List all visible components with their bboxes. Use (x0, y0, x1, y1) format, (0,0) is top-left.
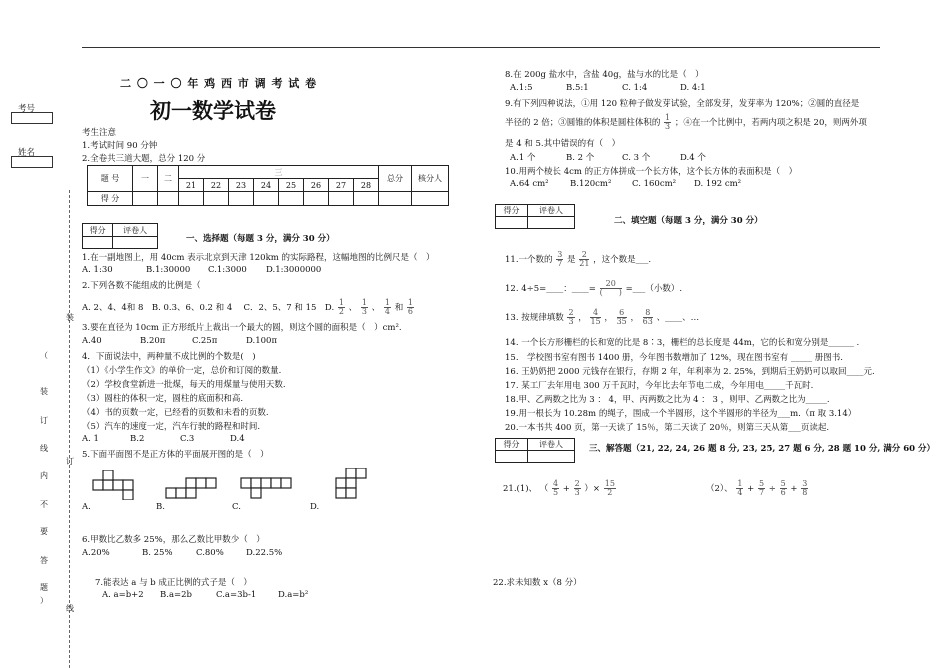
q9-line-1: 9.有下列四种说法，①用 120 粒种子做发芽试验，全部发芽，发芽率为 120%；②圆的直径是 (505, 99, 860, 109)
q12-a: 12. 4÷5=____：____= (505, 284, 596, 294)
name-label: 姓名 (18, 148, 36, 158)
exam-no-box[interactable] (11, 112, 53, 124)
q21-2-frac-4-num: 3 (802, 479, 808, 488)
q2-sep: 和 (394, 303, 404, 313)
q11-frac-1-den: 7 (557, 259, 563, 268)
score-cell[interactable] (329, 192, 354, 206)
q16: 16. 王奶奶把 2000 元钱存在银行，存期 2 年，年利率为 2. 25%，到期后王奶奶可以取回____元. (505, 367, 875, 377)
q21-1-paren: （ (539, 484, 549, 494)
q13-sep: ， (578, 313, 587, 323)
q6-opt-b: B. 25% (142, 548, 173, 558)
section3-title: 三、解答题（21, 22, 24, 26 题 8 分, 23, 25, 27 题 6 分, 28 题 10 分, 满分 60 分） (589, 444, 936, 454)
score-table-sub: 24 (254, 179, 279, 192)
q12-frac-num: 20 (600, 280, 622, 289)
cube-net-b (165, 470, 229, 500)
subject-title: 初一数学试卷 (150, 98, 276, 123)
q21-2-frac-1-den: 4 (737, 488, 743, 497)
q21-2-frac-1-num: 1 (737, 479, 743, 488)
q11-frac-2-den: 21 (579, 259, 590, 268)
q21-2-frac-1 (736, 480, 743, 497)
q2-frac-1-num: 1 (338, 298, 344, 307)
q2-sep: 、 (371, 303, 381, 313)
q6-opt-c: C.80% (196, 548, 224, 558)
seal-char: 题 (40, 583, 48, 592)
q5: 5.下面平面图不是正方体的平面展开图的是（ ） (82, 450, 269, 460)
seal-char: 要 (40, 527, 48, 536)
q3-opt-d: D.100π (246, 336, 278, 346)
q4-opt-b: B.2 (130, 434, 145, 444)
score-cell[interactable] (204, 192, 229, 206)
q10-opt-b: B.120cm² (570, 179, 612, 189)
scorer-box-1 (82, 223, 158, 249)
q6: 6.甲数比乙数多 25%，那么乙数比甲数少（ ） (82, 535, 265, 545)
seal-char: 内 (40, 471, 48, 480)
q1: 1.在一副地图上，用 40cm 表示北京到天津 120km 的实际路程，这幅地图的比例尺是（ ） (82, 253, 435, 263)
q1-opt-d: D.1:3000000 (266, 265, 322, 275)
q21-1-frac-2-num: 2 (574, 479, 580, 488)
q11-b: 是 (567, 255, 576, 265)
score-cell[interactable] (354, 192, 379, 206)
q2-frac-3 (384, 299, 391, 316)
q3-opt-b: B.20π (140, 336, 166, 346)
seal-char: 装 (40, 387, 48, 396)
score-table-header: 题 号 (88, 166, 133, 192)
q17: 17. 某工厂去年用电 300 万千瓦时，今年比去年节电二成，今年用电_____千瓦时. (505, 381, 814, 391)
seal-char: ） (40, 596, 48, 605)
score-table-col-1: 一 (133, 166, 158, 192)
q4-item-1: （1）《小学生作文》的单价一定，总价和订阅的数量. (82, 366, 282, 376)
q21-1-frac-3 (604, 480, 616, 497)
scorer-cell[interactable] (83, 237, 113, 249)
q21-1-frac-3-num: 15 (604, 479, 615, 488)
seal-char: 线 (40, 444, 48, 453)
q4-item-4: （4）书的页数一定，已经看的页数和未看的页数. (82, 408, 269, 418)
q13-frac-3 (617, 309, 627, 326)
q21-1-frac-2-den: 3 (574, 488, 580, 497)
scorer-box-2 (495, 204, 575, 229)
q6-opt-a: A.20% (82, 548, 110, 558)
q7-opt-c: C.a=3b-1 (216, 590, 257, 600)
q8: 8.在 200g 盐水中，含盐 40g，盐与水的比是（ ） (505, 70, 704, 80)
scorer-score-label: 得分 (496, 439, 528, 451)
seal-char: 答 (40, 556, 48, 565)
q5-opt-b: B. (156, 502, 165, 512)
q10-opt-c: C. 160cm² (632, 179, 677, 189)
q4-opt-a: A. 1 (82, 434, 99, 444)
q5-opt-a: A. (82, 502, 91, 512)
q9-opt-d: D.4 个 (680, 153, 706, 163)
q2-frac-2-num: 1 (361, 298, 367, 307)
q10-opt-a: A.64 cm² (510, 179, 549, 189)
q2: 2.下列各数不能组成的比例是（ (82, 281, 201, 291)
q21-2-op: + (747, 484, 755, 494)
q2-frac-4-num: 1 (407, 298, 413, 307)
score-table-sub: 25 (279, 179, 304, 192)
name-box[interactable] (11, 156, 53, 168)
q2-frac-2-den: 3 (361, 307, 367, 316)
score-cell[interactable] (229, 192, 254, 206)
top-rule (82, 47, 880, 48)
bind-char-1: 装 (66, 313, 74, 322)
q4-item-5: （5）汽车的速度一定，汽车行驶的路程和时间. (82, 422, 261, 432)
score-table (87, 165, 449, 206)
q21-1 (503, 480, 617, 497)
q2-frac-1-den: 2 (338, 307, 344, 316)
exam-no-label: 考号 (18, 104, 36, 114)
q9-line-2a: 半径的 2 倍；③圆锥的体积是圆柱体积的 (505, 118, 661, 128)
q13-frac-1 (567, 309, 574, 326)
q13-frac-2-num: 4 (590, 309, 600, 318)
q13-a: 13. 按规律填数 (505, 313, 564, 323)
score-table-sub: 21 (179, 179, 204, 192)
q19: 19.用一根长为 10.28m 的绳子，围成一个半圆形，这个半圆形的半径为___m.（π 取 3.14） (505, 409, 857, 419)
q2-frac-1 (338, 299, 345, 316)
score-cell[interactable] (133, 192, 158, 206)
score-cell[interactable] (279, 192, 304, 206)
q2-opts-text: A. 2、4、4和 8 B. 0.3、6、0.2 和 4 C．2、5、7 和 15 D. (82, 303, 335, 313)
q2-frac-4-den: 6 (407, 307, 413, 316)
binding-line (69, 190, 70, 668)
q21-2-frac-2-num: 5 (759, 479, 765, 488)
q13-frac-2 (590, 309, 600, 326)
bind-char-3: 线 (66, 604, 74, 613)
q21-2-op: ÷ (768, 484, 776, 494)
q9-frac-num: 1 (665, 113, 671, 122)
q13-sep: ， (630, 313, 639, 323)
q1-opt-b: B.1:30000 (146, 265, 191, 275)
score-table-col-3: 三 (179, 166, 379, 179)
score-table-sub: 22 (204, 179, 229, 192)
q8-opt-a: A.1:5 (510, 83, 533, 93)
q21-1-frac-3-den: 2 (607, 488, 613, 497)
q13-frac-1-num: 2 (568, 308, 574, 317)
scorer-cell[interactable] (113, 237, 158, 249)
q21-2-frac-3-num: 5 (780, 479, 786, 488)
q9-opt-c: C. 3 个 (622, 153, 651, 163)
q2-options (82, 299, 415, 316)
score-cell[interactable] (158, 192, 179, 206)
q8-opt-d: D. 4:1 (680, 83, 706, 93)
q21-2-frac-4 (801, 480, 808, 497)
q4-item-3: （3）圆柱的体积一定，圆柱的底面积和高. (82, 394, 244, 404)
seal-char: 不 (40, 500, 48, 509)
q4-opt-c: C.3 (180, 434, 195, 444)
q13-frac-3-num: 6 (617, 309, 627, 318)
q1-opt-c: C.1:3000 (208, 265, 247, 275)
q21-2-frac-2 (758, 480, 765, 497)
q5-opt-d: D. (310, 502, 320, 512)
q21-1-frac-1 (552, 480, 559, 497)
q11-frac-2 (579, 251, 589, 268)
q9-frac (664, 114, 671, 131)
notice-item-2: 2.全卷共三道大题，总分 120 分 (82, 154, 206, 164)
q11-a: 11.一个数的 (505, 255, 553, 265)
q2-sep: 、 (348, 303, 358, 313)
score-table-sub: 27 (329, 179, 354, 192)
q5-opt-c: C. (232, 502, 241, 512)
score-table-checker: 核分人 (412, 166, 449, 192)
q2-frac-3-den: 4 (384, 307, 390, 316)
score-cell[interactable] (179, 192, 204, 206)
score-table-total: 总分 (379, 166, 412, 192)
q21-1-op: + (562, 484, 570, 494)
q13 (505, 309, 699, 326)
q12 (505, 280, 682, 297)
q12-frac-den: ( ) (599, 288, 622, 297)
q21-2-op: + (790, 484, 798, 494)
q7-opt-a: A. a=b+2 (102, 590, 144, 600)
q2-frac-3-num: 1 (384, 298, 390, 307)
cube-net-c (240, 470, 304, 500)
score-cell[interactable] (254, 192, 279, 206)
q10-opt-d: D. 192 cm² (694, 179, 742, 189)
seal-char: 订 (40, 416, 48, 425)
q21-1-frac-2 (574, 480, 581, 497)
q13-frac-4-num: 8 (643, 309, 653, 318)
q21-2-frac-3-den: 6 (780, 488, 786, 497)
q13-frac-4-den: 63 (642, 317, 653, 326)
section2-title: 二、填空题（每题 3 分，满分 30 分） (614, 216, 763, 226)
q11-c: ，这个数是___. (593, 255, 652, 265)
score-cell[interactable] (304, 192, 329, 206)
q2-frac-2 (361, 299, 368, 316)
seal-char: （ (40, 351, 48, 360)
q14: 14. 一个长方形栅栏的长和宽的比是 8∶3，栅栏的总长度是 44m，它的长和宽分别是______ . (505, 338, 860, 348)
notice-item-1: 1.考试时间 90 分钟 (82, 141, 158, 151)
q4: 4．下面说法中，两种量不成比例的个数是( ) (82, 352, 256, 362)
q21-1-label: 21.(1)、 (503, 484, 538, 494)
q4-item-2: （2）学校食堂新进一批煤，每天的用煤量与使用天数. (82, 380, 286, 390)
q9-line-2b: ；④在一个比例中，若两内项之积是 20，则两外项 (674, 118, 867, 128)
q11-frac-2-num: 2 (579, 251, 589, 260)
q9-line-2 (505, 114, 867, 131)
score-table-sub: 23 (229, 179, 254, 192)
score-table-sub: 28 (354, 179, 379, 192)
score-table-row-label: 得 分 (88, 192, 133, 206)
q9-frac-den: 3 (665, 122, 671, 131)
score-table-sub: 26 (304, 179, 329, 192)
scorer-score-label: 得分 (496, 205, 528, 217)
section1-title: 一、选择题（每题 3 分，满分 30 分） (186, 234, 335, 244)
exam-title: 二 〇 一 〇 年 鸡 西 市 调 考 试 卷 (120, 77, 318, 90)
q7: 7.能表达 a 与 b 成正比例的式子是（ ） (95, 578, 252, 588)
q9-opt-b: B. 2 个 (566, 153, 595, 163)
q11 (505, 251, 651, 268)
score-cell[interactable] (412, 192, 449, 206)
q12-b: =___（小数）. (625, 284, 683, 294)
scorer-cell[interactable] (527, 451, 574, 463)
q13-frac-3-den: 35 (616, 317, 627, 326)
bind-char-2: 订 (66, 457, 74, 466)
q3-opt-a: A.40 (82, 336, 102, 346)
scorer-reviewer-label: 评卷人 (527, 439, 574, 451)
q21-2-frac-3 (780, 480, 787, 497)
q9-line-3: 是 4 和 5.其中错误的有（ ） (505, 139, 621, 149)
scorer-cell[interactable] (527, 217, 574, 229)
q9-opt-a: A.1 个 (510, 153, 536, 163)
scorer-cell[interactable] (496, 451, 528, 463)
q21-1-frac-1-num: 4 (552, 479, 559, 488)
cube-net-d (325, 468, 375, 502)
q21-2-label: （2）、 (706, 484, 733, 494)
q8-opt-c: C. 1:4 (622, 83, 648, 93)
q13-frac-2-den: 15 (590, 317, 601, 326)
q21-2-frac-2-den: 7 (759, 488, 765, 497)
q8-opt-b: B.5:1 (566, 83, 589, 93)
q12-frac (600, 280, 622, 297)
q21-1-frac-1-den: 5 (552, 488, 559, 497)
q1-opt-a: A. 1:30 (82, 265, 113, 275)
q4-opt-d: D.4 (230, 434, 245, 444)
q2-frac-4 (407, 299, 414, 316)
q10: 10.用两个棱长 4cm 的正方体拼成一个长方体，这个长方体的表面积是（ ） (505, 167, 798, 177)
q3-opt-c: C.25π (192, 336, 218, 346)
q18: 18.甲、乙两数之比为 3 ： 4，甲、丙两数之比为 4 ： 3 ，则甲、乙两数之比为_____. (505, 395, 830, 405)
score-table-col-2: 二 (158, 166, 179, 192)
scorer-reviewer-label: 评卷人 (113, 224, 158, 237)
scorer-score-label: 得分 (83, 224, 113, 237)
scorer-box-3 (495, 438, 575, 463)
q15: 15. 学校图书室有图书 1400 册，今年图书数增加了 12%，现在图书室有 _____ 册图书. (505, 353, 844, 363)
q21-2-frac-4-den: 8 (802, 488, 808, 497)
q7-opt-b: B.a=2b (160, 590, 192, 600)
q21-2 (706, 480, 809, 497)
notice-title: 考生注意 (82, 128, 117, 138)
q3: 3.要在直径为 10cm 正方形纸片上裁出一个最大的圆，则这个圆的面积是（ ）cm². (82, 323, 402, 333)
q21-1-op: ）× (584, 484, 601, 494)
q20: 20.一本书共 400 页，第一天读了 15％，第二天读了 20％，则第三天从第___页读起. (505, 423, 830, 433)
q7-opt-d: D.a=b² (278, 590, 309, 600)
q11-frac-1-num: 3 (557, 250, 563, 259)
q6-opt-d: D.22.5% (246, 548, 283, 558)
score-cell[interactable] (379, 192, 412, 206)
q13-frac-1-den: 3 (568, 317, 574, 326)
scorer-cell[interactable] (496, 217, 528, 229)
q13-frac-4 (643, 309, 653, 326)
scorer-reviewer-label: 评卷人 (527, 205, 574, 217)
q13-b: 、____、… (656, 313, 700, 323)
cube-net-a (92, 470, 156, 500)
q13-sep: ， (604, 313, 613, 323)
q22: 22.求未知数 x（8 分） (493, 578, 582, 588)
q11-frac-1 (556, 251, 563, 268)
